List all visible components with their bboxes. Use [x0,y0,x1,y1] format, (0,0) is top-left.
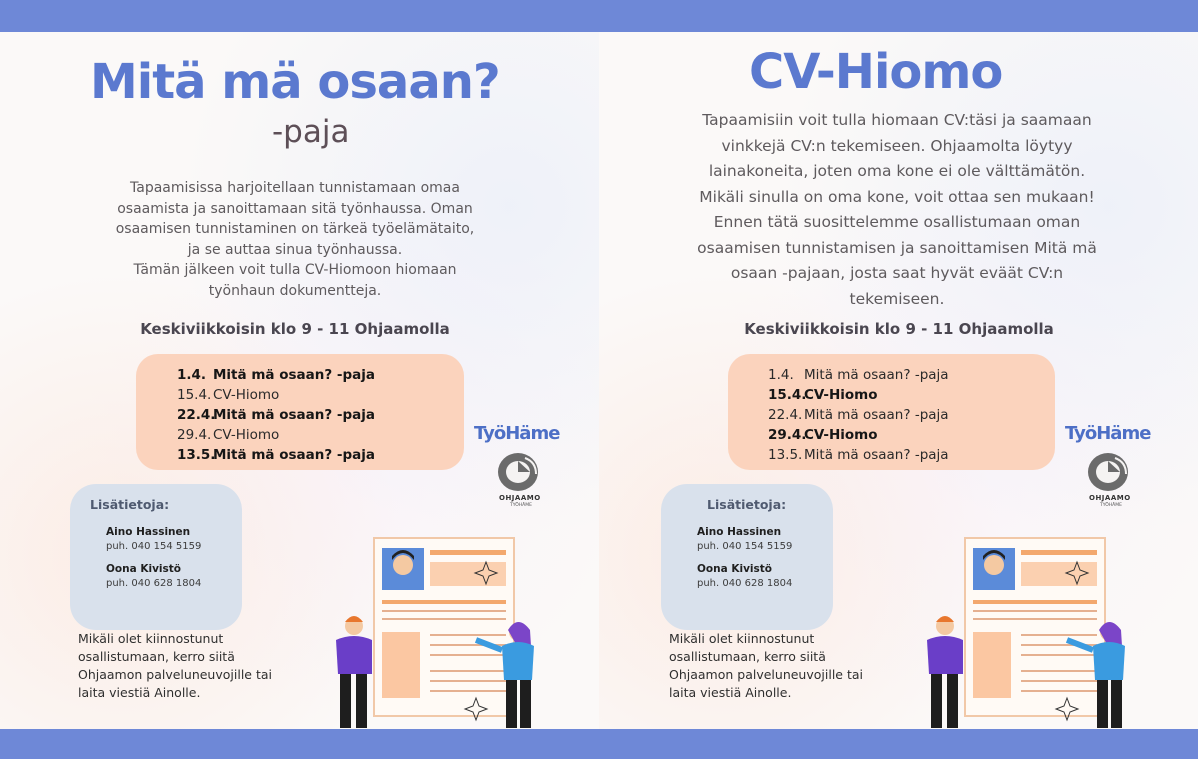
schedule-row [768,447,949,463]
bottom-band [0,729,1198,759]
contact-phone: puh. 040 628 1804 [106,578,202,589]
left-title: Mitä mä osaan? [90,54,500,110]
contact-phone: puh. 040 154 5159 [106,541,202,552]
schedule-date: 22.4. [768,407,803,423]
top-band [0,0,1198,32]
tyohame-logo: TyöHäme [474,423,560,444]
body-line: osaan -pajaan, josta saat hyvät eväät CV:n [730,264,1064,282]
ohjaamo-icon [1086,452,1130,492]
body-line: Tapaamisiin voit tulla hiomaan CV:täsi ja saamaan [702,111,1092,129]
left-body [80,178,510,301]
contact-name: Oona Kivistö [697,563,773,575]
schedule-date: 29.4. [768,427,807,443]
ohjaamo-sub: TYÖHÄME [1100,503,1122,508]
ohjaamo-logo [1086,452,1130,512]
contact-name: Oona Kivistö [106,563,182,575]
schedule-row [177,447,375,463]
schedule-date: 29.4. [177,427,212,443]
contact-title: Lisätietoja: [707,497,787,512]
right-body [647,108,1147,312]
note-line: laita viestiä Ainolle. [669,685,792,700]
cv-illustration [917,522,1157,729]
schedule-date: 13.5. [177,447,216,463]
schedule-row [768,407,949,423]
contact-name: Aino Hassinen [106,526,191,538]
schedule-date: 15.4. [177,387,212,403]
schedule-row [768,387,878,403]
body-line: osaamisen tunnistamisen ja sanoittamisen Mitä mä [697,238,1097,257]
cv-illustration [326,522,566,729]
note-line: Mikäli olet kiinnostunut [78,631,224,646]
left-schedule [136,354,464,470]
schedule-label: CV-Hiomo [213,387,280,403]
schedule-date: 22.4. [177,407,216,423]
schedule-label: Mitä mä osaan? -paja [804,407,949,423]
schedule-label: CV-Hiomo [804,387,878,403]
note-line: Mikäli olet kiinnostunut [669,631,815,646]
schedule-row [177,387,279,403]
right-title: CV-Hiomo [749,44,1003,100]
left-meeting-time: Keskiviikkoisin klo 9 - 11 Ohjaamolla [140,320,450,338]
schedule-label: Mitä mä osaan? -paja [213,447,375,463]
left-contact-box [70,484,242,630]
schedule-label: CV-Hiomo [804,427,878,443]
schedule-row [177,427,279,443]
body-line: osaamisen tunnistaminen on tärkeä työelämätaito, [115,221,475,237]
body-line: Mikäli sinulla on oma kone, voit ottaa sen mukaan! [699,187,1095,206]
right-meeting-time: Keskiviikkoisin klo 9 - 11 Ohjaamolla [744,320,1054,338]
contact-phone: puh. 040 628 1804 [697,578,793,589]
right-contact-box [661,484,833,630]
contact-title: Lisätietoja: [90,497,170,512]
right-poster [599,32,1198,729]
body-line: ja se auttaa sinua työnhaussa. [187,241,403,258]
body-line: osaamista ja sanoittamaan sitä työnhaussa. Oman [117,200,473,217]
body-line: työnhaun dokumentteja. [208,282,382,299]
schedule-label: Mitä mä osaan? -paja [213,367,375,383]
schedule-date: 1.4. [768,367,794,383]
body-line: Tämän jälkeen voit tulla CV-Hiomoon hiomaan [133,262,457,278]
note-line: Ohjaamon palveluneuvojille tai [669,667,863,682]
schedule-date: 15.4. [768,387,807,403]
ohjaamo-logo [496,452,540,512]
right-schedule [728,354,1055,470]
note-line: osallistumaan, kerro siitä [78,649,235,664]
ohjaamo-icon [496,452,540,492]
schedule-label: Mitä mä osaan? -paja [213,407,375,423]
left-note [78,630,298,702]
schedule-label: Mitä mä osaan? -paja [804,447,949,463]
ohjaamo-sub: TYÖHÄME [510,503,532,508]
tyohame-logo: TyöHäme [1065,423,1151,444]
note-line: osallistumaan, kerro siitä [669,649,826,664]
body-line: vinkkejä CV:n tekemiseen. Ohjaamolta löytyy [721,136,1073,155]
schedule-row [768,367,949,383]
left-subtitle: -paja [272,114,350,150]
schedule-date: 13.5. [768,447,803,463]
note-line: laita viestiä Ainolle. [78,685,201,700]
contact-phone: puh. 040 154 5159 [697,541,793,552]
schedule-row [768,427,878,443]
body-line: Tapaamisissa harjoitellaan tunnistamaan omaa [130,180,460,196]
body-line: Ennen tätä suosittelemme osallistumaan oman [713,213,1081,231]
schedule-date: 1.4. [177,367,207,383]
ohjaamo-label: OHJAAMO [1089,494,1131,502]
ohjaamo-label: OHJAAMO [499,494,541,502]
body-line: tekemiseen. [849,289,945,308]
left-poster [0,32,599,729]
schedule-row [177,367,375,383]
contact-name: Aino Hassinen [697,526,782,538]
schedule-row [177,407,375,423]
right-note [669,630,889,702]
schedule-label: CV-Hiomo [213,427,280,443]
note-line: Ohjaamon palveluneuvojille tai [78,667,272,682]
body-line: lainakoneita, joten oma kone ei ole välttämätön. [708,162,1086,180]
schedule-label: Mitä mä osaan? -paja [804,367,949,383]
